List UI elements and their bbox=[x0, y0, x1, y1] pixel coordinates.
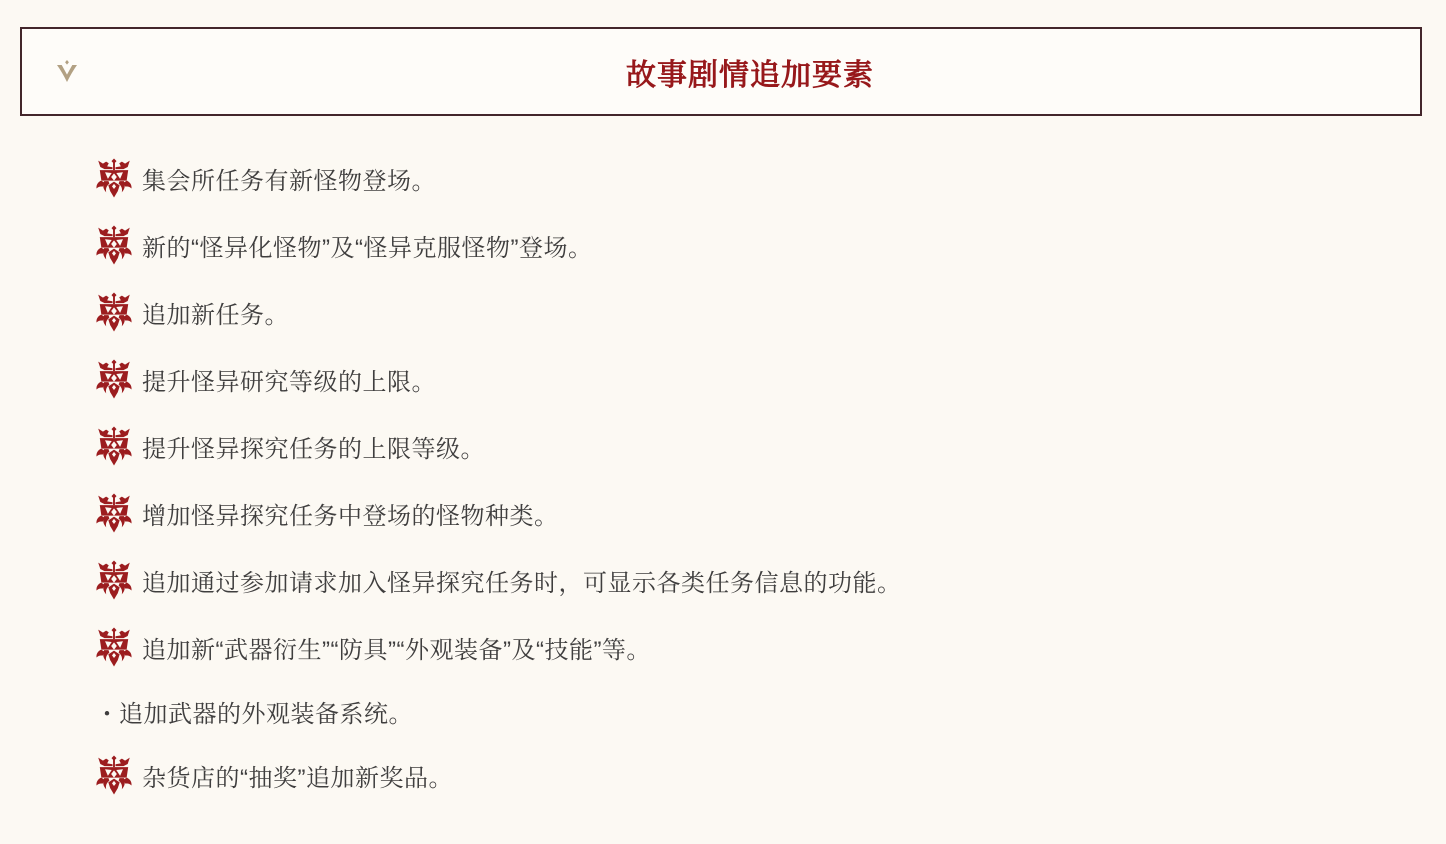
feature-text: 增加怪异探究任务中登场的怪物种类。 bbox=[142, 502, 559, 530]
crest-icon bbox=[95, 158, 133, 198]
bullet-dot: ・ bbox=[95, 701, 119, 728]
feature-text: 提升怪异探究任务的上限等级。 bbox=[142, 435, 485, 463]
feature-list bbox=[95, 158, 902, 822]
list-item bbox=[95, 627, 902, 667]
feature-text: 杂货店的“抽奖”追加新奖品。 bbox=[142, 764, 453, 792]
feature-text: 追加新“武器衍生”“防具”“外观装备”及“技能”等。 bbox=[142, 636, 651, 664]
crest-icon bbox=[95, 225, 133, 265]
feature-text: 提升怪异研究等级的上限。 bbox=[142, 368, 436, 396]
crest-icon bbox=[95, 560, 133, 600]
crest-icon bbox=[95, 426, 133, 466]
crest-icon bbox=[95, 493, 133, 533]
list-item bbox=[95, 493, 902, 533]
list-item bbox=[95, 560, 902, 600]
list-item bbox=[95, 755, 902, 795]
crest-icon bbox=[95, 755, 133, 795]
crest-icon bbox=[95, 359, 133, 399]
list-item bbox=[95, 292, 902, 332]
list-item bbox=[95, 359, 902, 399]
list-item bbox=[95, 158, 902, 198]
list-item bbox=[95, 426, 902, 466]
feature-text: 追加武器的外观装备系统。 bbox=[119, 701, 413, 728]
feature-text: 集会所任务有新怪物登场。 bbox=[142, 167, 436, 195]
list-item bbox=[95, 225, 902, 265]
feature-text: 新的“怪异化怪物”及“怪异克服怪物”登场。 bbox=[142, 234, 593, 262]
crest-icon bbox=[95, 292, 133, 332]
crest-icon bbox=[95, 627, 133, 667]
list-item bbox=[95, 694, 902, 729]
section-title: 故事剧情追加要素 bbox=[626, 58, 874, 92]
section-header[interactable] bbox=[20, 27, 1422, 116]
feature-text: 追加新任务。 bbox=[142, 301, 289, 329]
feature-text: 追加通过参加请求加入怪异探究任务时，可显示各类任务信息的功能。 bbox=[142, 569, 902, 597]
chevron-v-icon bbox=[54, 60, 80, 84]
